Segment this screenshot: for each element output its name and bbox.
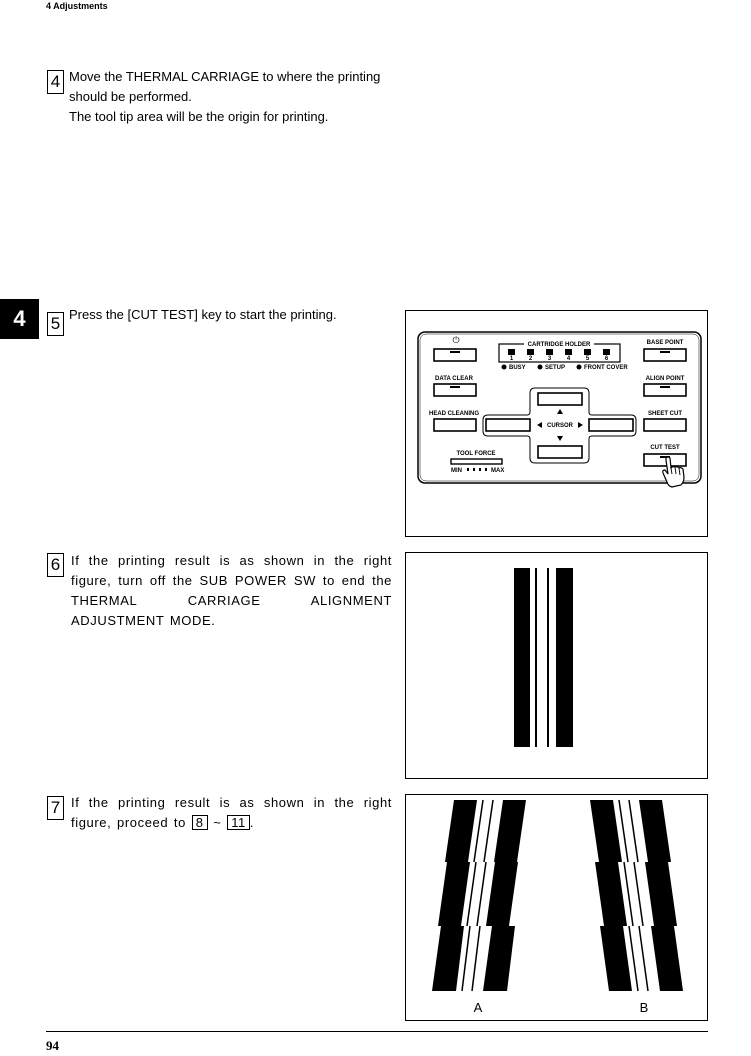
step-4-number: 4 — [47, 70, 64, 94]
cursor-right-button — [589, 419, 633, 431]
cartridge-num-1: 1 — [509, 356, 514, 362]
step-5-number: 5 — [47, 312, 64, 336]
tool-force-label: TOOL FORCE — [456, 451, 496, 457]
step-7-text-after: . — [249, 815, 255, 830]
head-cleaning-label: HEAD CLEANING — [428, 411, 480, 417]
footer-rule — [46, 1031, 708, 1032]
align-point-button — [644, 384, 686, 396]
tool-force-max-label: MAX — [491, 468, 505, 474]
section-header: 4 Adjustments — [46, 1, 108, 11]
sheet-cut-label: SHEET CUT — [647, 411, 683, 417]
control-panel-figure — [405, 310, 708, 537]
cartridge-num-3: 3 — [547, 356, 552, 362]
power-button — [434, 349, 476, 361]
step-4-line-1: Move the THERMAL CARRIAGE to where the printing — [69, 69, 381, 84]
chapter-tab: 4 — [0, 299, 39, 339]
step-7-separator: ~ — [213, 815, 222, 830]
setup-led — [538, 365, 543, 370]
power-icon: ⏻ — [452, 335, 460, 345]
cartridge-num-6: 6 — [604, 356, 609, 362]
sheet-cut-button — [644, 419, 686, 431]
tool-force-min-label: MIN — [451, 468, 462, 474]
base-point-label: BASE POINT — [646, 340, 684, 346]
cut-test-button — [644, 454, 686, 466]
base-point-button — [644, 349, 686, 361]
aligned-result-figure — [405, 552, 708, 779]
label-b: B — [639, 1000, 649, 1015]
step-4-text — [69, 67, 409, 127]
align-point-label: ALIGN POINT — [645, 376, 685, 382]
step-4-line-3: The tool tip area will be the origin for printing. — [69, 109, 329, 124]
cursor-left-button — [486, 419, 530, 431]
step-5-text: Press the [CUT TEST] key to start the printing. — [69, 307, 337, 322]
busy-label: BUSY — [509, 365, 526, 371]
tool-force-bar — [451, 459, 502, 464]
step-4-line-2: should be performed. — [69, 89, 192, 104]
label-a: A — [473, 1000, 483, 1015]
cartridge-num-5: 5 — [585, 356, 590, 362]
cut-test-label: CUT TEST — [650, 445, 680, 451]
cartridge-num-2: 2 — [528, 356, 533, 362]
aligned-lines — [406, 553, 707, 778]
step-ref-8: 8 — [192, 815, 208, 830]
front-cover-led — [577, 365, 582, 370]
pattern-b — [590, 800, 683, 991]
cartridge-holder-label: CARTRIDGE HOLDER — [527, 342, 591, 348]
step-6-number: 6 — [47, 553, 64, 577]
pattern-a — [432, 800, 526, 991]
cursor-down-button — [538, 446, 582, 458]
step-7-text-before: If the printing result is as shown in the right figure, proceed to — [71, 795, 392, 830]
setup-label: SETUP — [545, 365, 566, 371]
cartridge-num-4: 4 — [566, 356, 571, 362]
cursor-up-button — [538, 393, 582, 405]
misaligned-lines — [406, 795, 707, 1020]
misaligned-result-figure — [405, 794, 708, 1021]
data-clear-label: DATA CLEAR — [435, 376, 473, 382]
step-7-text — [71, 793, 392, 833]
control-panel-illustration — [406, 311, 707, 536]
step-6-text: If the printing result is as shown in the right figure, turn off the SUB POWER SW to end the THERMAL CARRIAGE ALIGNMENT ADJUSTMENT MODE. — [71, 553, 392, 628]
head-cleaning-button — [434, 419, 476, 431]
page-number: 94 — [46, 1038, 59, 1053]
busy-led — [502, 365, 507, 370]
front-cover-label: FRONT COVER — [584, 365, 628, 371]
step-ref-11: 11 — [227, 815, 250, 830]
data-clear-button — [434, 384, 476, 396]
step-7-number: 7 — [47, 796, 64, 820]
cursor-label: CURSOR — [546, 423, 574, 429]
